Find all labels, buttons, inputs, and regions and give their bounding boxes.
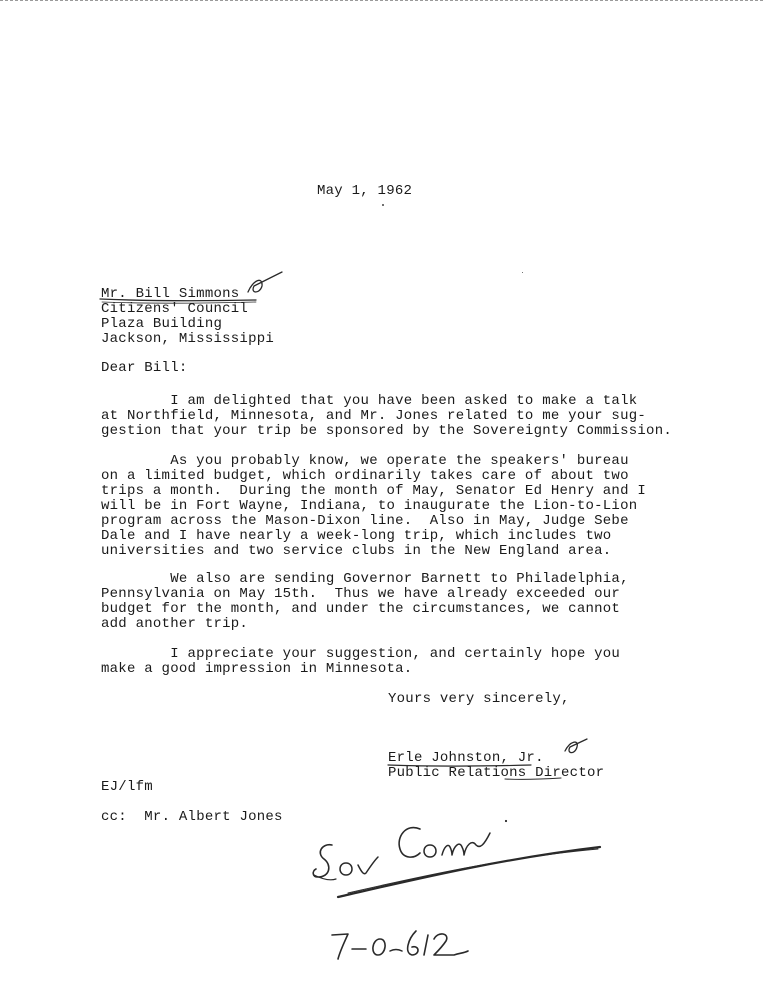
scan-top-border (0, 0, 763, 3)
signer-name: Erle Johnston, Jr. (388, 750, 544, 766)
paragraph-line: make a good impression in Minnesota. (101, 661, 413, 677)
letter-date: May 1, 1962 (317, 183, 413, 199)
body-paragraph-3 (101, 572, 701, 632)
recipient-city: Jackson, Mississippi (101, 331, 275, 347)
closing: Yours very sincerely, (388, 691, 570, 707)
body-paragraph-1 (101, 394, 701, 439)
recipient-organization: Citizens' Council (101, 301, 249, 317)
signer-underline-mark (385, 735, 595, 785)
cc-name: Mr. Albert Jones (144, 809, 283, 825)
recipient-building: Plaza Building (101, 316, 223, 332)
cc-label: cc: (101, 809, 127, 825)
paragraph-line: Dale and I have nearly a week-long trip, which includes two (101, 528, 612, 544)
paragraph-line: gestion that your trip be sponsored by the Sovereignty Commission. (101, 423, 672, 439)
recipient-name: Mr. Bill Simmons (101, 286, 240, 302)
paragraph-line: add another trip. (101, 616, 249, 632)
signer-title: Public Relations Director (388, 765, 605, 781)
recipient-underline-mark (98, 268, 288, 308)
paragraph-line: will be in Fort Wayne, Indiana, to inaugurate the Lion-to-Lion (101, 498, 638, 514)
salutation: Dear Bill: (101, 360, 188, 376)
paragraph-line: trips a month. During the month of May, Senator Ed Henry and I (101, 483, 647, 499)
body-paragraph-4 (101, 647, 701, 677)
paragraph-line: at Northfield, Minnesota, and Mr. Jones related to me your sug- (101, 408, 647, 424)
paragraph-line: on a limited budget, which ordinarily takes care of about two (101, 468, 629, 484)
paragraph-line: universities and two service clubs in the New England area. (101, 543, 612, 559)
paragraph-line: budget for the month, and under the circumstances, we cannot (101, 601, 621, 617)
cc-line (101, 810, 283, 825)
paragraph-line: As you probably know, we operate the speakers' bureau (101, 453, 629, 469)
body-paragraph-2 (101, 454, 701, 559)
paragraph-line: I appreciate your suggestion, and certainly hope you (101, 646, 621, 662)
paragraph-line: We also are sending Governor Barnett to Philadelphia, (101, 571, 629, 587)
paragraph-line: I am delighted that you have been asked to make a talk (101, 393, 638, 409)
reference-initials: EJ/lfm (101, 779, 153, 795)
handwritten-file-number (328, 925, 478, 970)
paragraph-line: Pennsylvania on May 15th. Thus we have already exceeded our (101, 586, 621, 602)
handwritten-notation-sov-com (308, 815, 608, 905)
scan-speck (382, 204, 384, 206)
paragraph-line: program across the Mason-Dixon line. Also in May, Judge Sebe (101, 513, 629, 529)
scan-speck (522, 272, 523, 273)
